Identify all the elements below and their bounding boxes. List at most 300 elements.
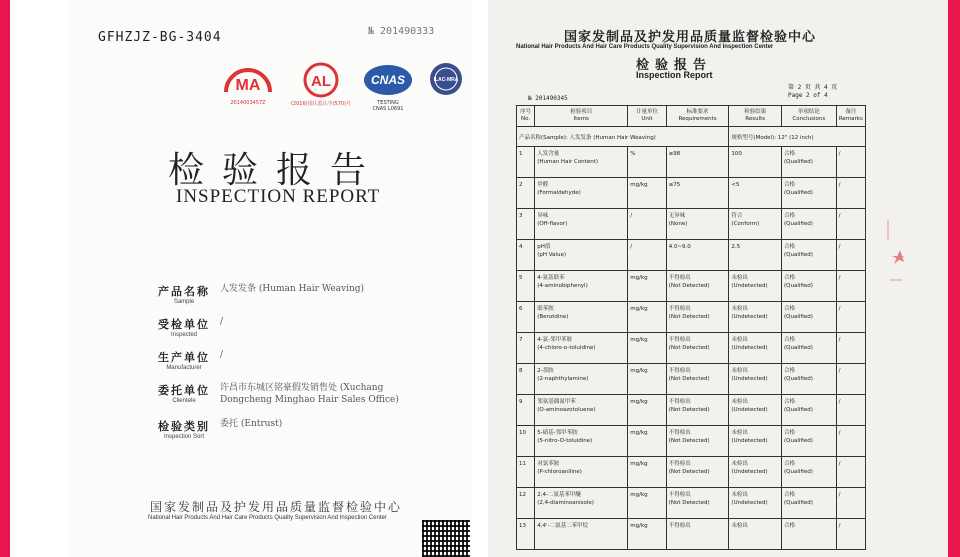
cell-requirement-en: (Not Detected): [668, 500, 710, 506]
table-row: [517, 426, 866, 457]
column-header: [517, 106, 535, 127]
field-label-en: Inspected: [170, 332, 198, 338]
cell-result: [729, 333, 782, 364]
cell-result-en: (Conform): [731, 221, 760, 227]
cell-item: [535, 302, 628, 333]
cell-result-cn: 100: [731, 151, 742, 157]
cell-conclusion: [782, 426, 837, 457]
cell-conclusion: [782, 178, 837, 209]
column-header-cn: 备注: [845, 109, 857, 115]
field-label-cn: 产品名称: [158, 285, 210, 298]
cal-logo: [290, 62, 352, 112]
cell-remark: [836, 302, 865, 333]
column-header-cn: 检验项目: [570, 109, 593, 115]
cell-requirement: [666, 240, 729, 271]
cell-requirement-en: (Not Detected): [668, 469, 710, 475]
cell-item: [535, 364, 628, 395]
field-label-cn: 委托单位: [158, 384, 210, 397]
cell-remark-text: /: [838, 461, 841, 467]
cell-no: [517, 147, 535, 178]
cell-result: [729, 147, 782, 178]
field-label-cn: 受检单位: [158, 318, 210, 331]
report-title-en: INSPECTION REPORT: [176, 186, 381, 207]
cell-requirement-cn: 4.0~9.0: [668, 244, 691, 250]
cell-requirement-cn: 不得检出: [668, 492, 691, 498]
cell-item-cn: 异味: [537, 213, 549, 219]
column-header: [666, 106, 729, 127]
cell-result-en: (Undetected): [731, 283, 768, 289]
cell-item-en: (Human Hair Content): [537, 159, 598, 165]
cell-conclusion: [782, 395, 837, 426]
cell-requirement: [666, 457, 729, 488]
cell-requirement-cn: 不得检出: [668, 337, 691, 343]
table-row: [517, 209, 866, 240]
cell-result: [729, 519, 782, 550]
cell-result: [729, 209, 782, 240]
cell-conclusion-en: (Qualified): [784, 345, 813, 351]
sample-cell: [517, 127, 729, 147]
cell-unit-text: mg/kg: [630, 492, 648, 498]
cell-remark-text: /: [838, 368, 841, 374]
cell-unit-text: /: [630, 244, 633, 250]
cell-conclusion-en: (Qualified): [784, 221, 813, 227]
cell-no-text: 13: [519, 523, 526, 529]
cell-item-en: (Off-flavor): [537, 221, 568, 227]
cell-unit-text: mg/kg: [630, 523, 648, 529]
cell-conclusion: [782, 302, 837, 333]
cell-conclusion: [782, 147, 837, 178]
cell-conclusion-en: (Qualified): [784, 283, 813, 289]
cell-result: [729, 457, 782, 488]
cell-no: [517, 395, 535, 426]
column-header-cn: 标准要求: [686, 109, 709, 115]
cell-requirement-cn: 不得检出: [668, 399, 691, 405]
cell-unit: [628, 178, 666, 209]
cell-result-cn: 未检出: [731, 492, 748, 498]
cell-conclusion-cn: 合格: [784, 213, 796, 219]
cell-requirement-cn: ≥98: [668, 151, 681, 157]
cell-remark-text: /: [838, 244, 841, 250]
page-indicator: [788, 84, 837, 100]
cell-conclusion-cn: 合格: [784, 492, 796, 498]
column-header-cn: 计量单位: [635, 109, 658, 115]
cell-item: [535, 240, 628, 271]
cell-unit: [628, 519, 666, 550]
cell-item-en: (2-naphthylamine): [537, 376, 589, 382]
table-header-row: [517, 106, 866, 127]
column-header: [628, 106, 666, 127]
cell-item: [535, 178, 628, 209]
table-row: [517, 302, 866, 333]
cell-no: [517, 302, 535, 333]
cell-conclusion-cn: 合格: [784, 244, 796, 250]
cell-item-en: (Benzidine): [537, 314, 569, 320]
cell-requirement-en: (None): [668, 221, 688, 227]
cell-unit: [628, 271, 666, 302]
inspection-table-page: [488, 0, 950, 557]
model-cell: [729, 127, 866, 147]
field-label-en: Clientele: [172, 398, 196, 404]
report-number: № 201490345: [528, 95, 568, 102]
cell-no: [517, 333, 535, 364]
sample-label: 产品名称(Sample):: [519, 135, 568, 141]
cell-remark: [836, 240, 865, 271]
cell-result-cn: 未检出: [731, 461, 748, 467]
cell-item-en: (4-chloro-o-toluidine): [537, 345, 596, 351]
cnas-caption: [352, 100, 424, 112]
column-header: [836, 106, 865, 127]
field-value-line2: Dongcheng Minghao Hair Sales Office): [220, 395, 399, 405]
cell-remark: [836, 271, 865, 302]
cell-no-text: 10: [519, 430, 526, 436]
cell-item-en: (5-nitro-O-toluidine): [537, 438, 593, 444]
cell-no: [517, 426, 535, 457]
cell-no-text: 9: [519, 399, 523, 405]
footer-center-name-en: National Hair Products And Hair Care Products Quality Supervision And Inspection Center: [148, 515, 387, 521]
cma-icon: [220, 62, 276, 98]
column-header: [729, 106, 782, 127]
cell-requirement-cn: 不得检出: [668, 275, 691, 281]
cell-requirement-en: (Not Detected): [668, 407, 710, 413]
cell-remark-text: /: [838, 492, 841, 498]
cell-requirement-en: (Not Detected): [668, 376, 710, 382]
cnas-icon: [358, 62, 418, 98]
cal-mark: AL: [311, 73, 331, 90]
column-header-en: Items: [573, 116, 589, 122]
cell-result-cn: 未检出: [731, 368, 748, 374]
report-title-cn: 检验报告: [168, 150, 385, 191]
cell-no-text: 8: [519, 368, 523, 374]
cell-conclusion-cn: 合格: [784, 523, 796, 529]
field-value: 委托 (Entrust): [220, 419, 283, 429]
table-row: [517, 333, 866, 364]
cell-remark: [836, 457, 865, 488]
cell-no-text: 3: [519, 213, 523, 219]
table-row: [517, 519, 866, 550]
cell-requirement: [666, 209, 729, 240]
table-row: [517, 271, 866, 302]
cell-requirement: [666, 364, 729, 395]
cell-conclusion: [782, 209, 837, 240]
cell-remark: [836, 178, 865, 209]
cell-no: [517, 519, 535, 550]
cell-requirement-en: (Not Detected): [668, 283, 710, 289]
right-border-stripe: [948, 0, 960, 557]
cell-remark: [836, 395, 865, 426]
cell-item-en: (P-chloroaniline): [537, 469, 582, 475]
cell-remark: [836, 488, 865, 519]
cell-unit-text: mg/kg: [630, 182, 648, 188]
page-title-cn: 检验报告: [636, 58, 713, 73]
cell-conclusion-cn: 合格: [784, 430, 796, 436]
cell-item-cn: 2,4-二氨基苯甲醚: [537, 492, 581, 498]
sample-value: 人发发条 (Human Hair Weaving): [569, 135, 656, 141]
cell-unit-text: mg/kg: [630, 337, 648, 343]
cell-no: [517, 178, 535, 209]
table-row: [517, 488, 866, 519]
cell-conclusion-cn: 合格: [784, 151, 796, 157]
page-indicator-cn: 第 2 页 共 4 页: [788, 84, 838, 91]
cell-conclusion-cn: 合格: [784, 306, 796, 312]
column-header: [535, 106, 628, 127]
sample-row: [517, 127, 866, 147]
page-title-en: Inspection Report: [636, 70, 713, 80]
cell-conclusion: [782, 457, 837, 488]
cell-remark-text: /: [838, 337, 841, 343]
cell-item-en: (O-aminoazotoluene): [537, 407, 596, 413]
table-row: [517, 240, 866, 271]
cell-requirement: [666, 271, 729, 302]
cell-item-cn: 人发含量: [537, 151, 560, 157]
column-header-en: Results: [745, 116, 766, 122]
cell-unit: [628, 395, 666, 426]
cell-unit-text: mg/kg: [630, 430, 648, 436]
cell-item-en: (Formaldehyde): [537, 190, 581, 196]
cell-no: [517, 457, 535, 488]
column-header-en: Requirements: [678, 116, 717, 122]
cell-requirement-cn: 不得检出: [668, 523, 691, 529]
table-row: [517, 457, 866, 488]
cell-result-cn: 未检出: [731, 430, 748, 436]
cell-unit-text: mg/kg: [630, 399, 648, 405]
cell-requirement-en: (Not Detected): [668, 345, 710, 351]
cell-result: [729, 271, 782, 302]
column-header-cn: 检验结果: [744, 109, 767, 115]
field-value: [220, 382, 399, 406]
cell-item: [535, 395, 628, 426]
column-header-cn: 序号: [520, 109, 532, 115]
cell-no-text: 1: [519, 151, 523, 157]
cell-requirement: [666, 333, 729, 364]
cell-item-cn: 甲醛: [537, 182, 549, 188]
cell-no-text: 2: [519, 182, 523, 188]
cell-item-en: (pH Value): [537, 252, 566, 258]
cell-requirement: [666, 147, 729, 178]
field-label-cn: 检验类别: [158, 420, 210, 433]
cell-item-cn: 2-萘胺: [537, 368, 554, 374]
cell-requirement: [666, 395, 729, 426]
document-code: GFHZJZ-BG-3404: [98, 30, 222, 45]
cell-remark-text: /: [838, 430, 841, 436]
cell-remark-text: /: [838, 275, 841, 281]
ilac-mark: ILAC-MRA: [433, 77, 459, 83]
cell-unit: [628, 457, 666, 488]
field-label-cn: 生产单位: [158, 351, 210, 364]
qr-code-icon: [422, 520, 470, 557]
cell-item-en: (2,4-diaminoanisole): [537, 500, 594, 506]
field-label-en: Inspection Sort: [163, 434, 205, 440]
cell-requirement-cn: 不得检出: [668, 430, 691, 436]
cnas-caption-testing: TESTING: [377, 100, 399, 106]
cell-result-en: (Undetected): [731, 500, 768, 506]
cell-result-cn: <5: [731, 182, 740, 188]
cell-result-cn: 未检出: [731, 306, 748, 312]
cell-conclusion-cn: 合格: [784, 337, 796, 343]
field-label-en: Manufacturer: [166, 365, 202, 371]
cell-conclusion: [782, 333, 837, 364]
table-row: [517, 395, 866, 426]
cell-unit-text: %: [630, 151, 636, 157]
cell-item-cn: 邻氨基偶氮甲苯: [537, 399, 576, 405]
cal-caption: (2016)国认监认字(570)号: [290, 101, 352, 107]
cell-conclusion-cn: 合格: [784, 399, 796, 405]
cell-item: [535, 519, 628, 550]
cell-unit: [628, 488, 666, 519]
cell-requirement-en: (Not Detected): [668, 438, 710, 444]
cell-conclusion-en: (Qualified): [784, 190, 813, 196]
cell-unit: [628, 364, 666, 395]
cell-item-cn: pH值: [537, 244, 551, 250]
cell-no: [517, 240, 535, 271]
cell-item-cn: 联苯胺: [537, 306, 554, 312]
cell-unit: [628, 147, 666, 178]
cell-result-en: (Undetected): [731, 438, 768, 444]
page-indicator-en: Page 2 of 4: [788, 92, 828, 99]
cell-conclusion-en: (Qualified): [784, 314, 813, 320]
cell-conclusion-en: (Qualified): [784, 252, 813, 258]
cell-remark-text: /: [838, 182, 841, 188]
cell-conclusion-en: (Qualified): [784, 500, 813, 506]
cell-result: [729, 395, 782, 426]
cell-item-cn: 4-氨基联苯: [537, 275, 565, 281]
cell-result-en: (Undetected): [731, 345, 768, 351]
cell-no: [517, 488, 535, 519]
cell-no: [517, 271, 535, 302]
cma-mark: MA: [235, 77, 261, 94]
field-value: 人发发条 (Human Hair Weaving): [220, 284, 365, 294]
red-stamp-icon: [878, 210, 908, 300]
report-cover-page: [68, 0, 472, 557]
cell-requirement: [666, 488, 729, 519]
cell-conclusion-en: (Qualified): [784, 469, 813, 475]
cell-conclusion-cn: 合格: [784, 461, 796, 467]
cell-result-cn: 未检出: [731, 399, 748, 405]
cell-no-text: 7: [519, 337, 523, 343]
cell-no-text: 4: [519, 244, 523, 250]
cell-conclusion-cn: 合格: [784, 368, 796, 374]
cell-no-text: 12: [519, 492, 526, 498]
column-header-en: No.: [521, 116, 531, 122]
cell-no-text: 5: [519, 275, 523, 281]
cell-result: [729, 364, 782, 395]
cell-item: [535, 457, 628, 488]
cell-conclusion: [782, 240, 837, 271]
cell-unit-text: mg/kg: [630, 275, 648, 281]
table-body: [517, 147, 866, 550]
cell-requirement-cn: 不得检出: [668, 306, 691, 312]
cell-requirement-cn: ≤75: [668, 182, 681, 188]
cell-requirement-cn: 不得检出: [668, 461, 691, 467]
cell-remark: [836, 519, 865, 550]
cnas-logo: [358, 62, 418, 112]
stamp-star-icon: [878, 210, 908, 300]
cell-item-en: (4-aminobiphenyl): [537, 283, 588, 289]
cell-result: [729, 302, 782, 333]
cell-result-en: (Undetected): [731, 314, 768, 320]
cell-remark-text: /: [838, 151, 841, 157]
model-label: 规格型号(Model):: [731, 135, 777, 141]
inspection-table: [516, 105, 866, 550]
cell-no-text: 11: [519, 461, 526, 467]
cell-item: [535, 488, 628, 519]
ilac-mra-logo: [426, 62, 466, 112]
table-row: [517, 364, 866, 395]
column-header-en: Unit: [641, 116, 653, 122]
field-value: /: [220, 350, 224, 360]
cell-no: [517, 209, 535, 240]
cell-unit-text: mg/kg: [630, 461, 648, 467]
cell-no: [517, 364, 535, 395]
cell-result: [729, 178, 782, 209]
cell-result-cn: 未检出: [731, 275, 748, 281]
cell-unit: [628, 302, 666, 333]
cell-conclusion-en: (Qualified): [784, 438, 813, 444]
cell-requirement: [666, 426, 729, 457]
cell-item: [535, 271, 628, 302]
cell-requirement: [666, 178, 729, 209]
table-row: [517, 178, 866, 209]
cell-result-cn: 未检出: [731, 523, 748, 529]
column-header-en: Conclusions: [792, 116, 826, 122]
cell-requirement-cn: 不得检出: [668, 368, 691, 374]
cell-conclusion: [782, 488, 837, 519]
cnas-mark: CNAS: [370, 73, 406, 87]
cell-item-cn: 对氯苯胺: [537, 461, 560, 467]
cell-item-cn: 4,4'-二氨基二苯甲烷: [537, 523, 588, 529]
cell-remark: [836, 147, 865, 178]
cell-conclusion: [782, 519, 837, 550]
cell-remark-text: /: [838, 399, 841, 405]
cell-result-en: (Undetected): [731, 407, 768, 413]
footer-center-name-cn: 国家发制品及护发用品质量监督检验中心: [150, 500, 403, 514]
field-value-line1: 许昌市东城区铭豪假发销售处 (Xuchang: [220, 383, 384, 393]
cell-item: [535, 426, 628, 457]
report-number: № 201490333: [368, 26, 435, 37]
cell-remark: [836, 426, 865, 457]
cell-item: [535, 209, 628, 240]
cell-conclusion-cn: 合格: [784, 275, 796, 281]
column-header-en: Remarks: [838, 116, 863, 122]
cell-remark-text: /: [838, 306, 841, 312]
column-header: [782, 106, 837, 127]
cell-unit: [628, 240, 666, 271]
cell-result-cn: 未检出: [731, 337, 748, 343]
field-value: /: [220, 317, 224, 327]
cell-remark-text: /: [838, 523, 841, 529]
cell-unit: [628, 426, 666, 457]
cell-item-cn: 5-硝基-邻甲苯胺: [537, 430, 578, 436]
cell-result: [729, 240, 782, 271]
cell-requirement: [666, 302, 729, 333]
cell-remark: [836, 209, 865, 240]
field-label-en: Sample: [173, 299, 195, 305]
cell-remark: [836, 333, 865, 364]
cell-unit-text: mg/kg: [630, 306, 648, 312]
cell-conclusion: [782, 271, 837, 302]
cell-conclusion-en: (Qualified): [784, 159, 813, 165]
cal-icon: [296, 62, 346, 98]
cell-conclusion: [782, 364, 837, 395]
cell-unit: [628, 333, 666, 364]
cell-result-en: (Undetected): [731, 469, 768, 475]
cell-unit-text: /: [630, 213, 633, 219]
cell-requirement: [666, 519, 729, 550]
cell-requirement-en: (Not Detected): [668, 314, 710, 320]
center-name-en: National Hair Products And Hair Care Products Quality Supervision And Inspection Center: [516, 44, 774, 50]
cell-conclusion-en: (Qualified): [784, 407, 813, 413]
center-name-cn: 国家发制品及护发用品质量监督检验中心: [564, 30, 817, 45]
cell-requirement-cn: 无异味: [668, 213, 686, 219]
